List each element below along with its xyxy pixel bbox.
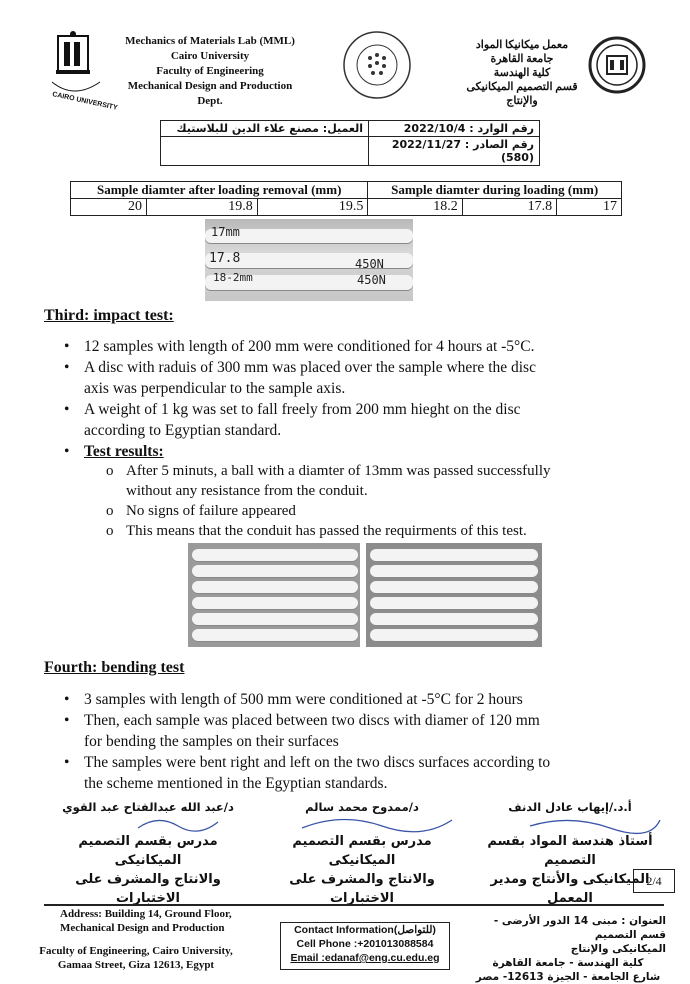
result-line: This means that the conduit has passed the requirments of this test. — [126, 523, 527, 539]
signature-block — [262, 800, 462, 908]
outgoing-number-value: 2022/11/27 (580) — [391, 138, 534, 164]
bullet-line: axis was perpendicular to the sample axis. — [84, 380, 346, 397]
bullet-dot: • — [64, 443, 70, 460]
impact-samples-photo-left — [188, 543, 360, 647]
bullet-line: The samples were bent right and left on the two discs surfaces according to — [84, 754, 551, 771]
bullet-line: the scheme mentioned in the Egyptian standards. — [84, 775, 388, 792]
header-ar-line: جامعة القاهرة — [490, 53, 554, 65]
signatory-role: مدرس بقسم التصميم الميكانيكى — [292, 834, 432, 868]
signatory-name: د/ممدوح محمد سالم — [305, 800, 419, 814]
client-value: مصنع علاء الدين للبلاستيك — [176, 122, 319, 135]
result-item — [106, 461, 596, 501]
bullet-line: 3 samples with length of 500 mm were conditioned at -5°C for 2 hours — [84, 691, 523, 708]
signatory-role: والانتاج والمشرف على الاختبارات — [75, 872, 221, 906]
signature-block — [48, 800, 248, 908]
header-ar-line: قسم التصميم الميكانيكى — [466, 81, 578, 93]
bullet-dot: • — [64, 338, 70, 355]
handwritten-signature — [470, 814, 670, 832]
address-line: Mechanical Design and Production — [60, 922, 225, 934]
handwritten-signature — [262, 814, 462, 832]
outgoing-number-cell — [369, 137, 540, 166]
cairo-university-logo-text: CAIRO UNIVERSITY — [51, 91, 119, 112]
header-english — [112, 34, 308, 109]
handwritten-signature — [48, 814, 248, 832]
third-bullet — [64, 357, 584, 399]
result-item — [106, 521, 596, 541]
bullet-line: A disc with raduis of 300 mm was placed over the sample where the disc — [84, 359, 536, 376]
bullet-line: A weight of 1 kg was set to fall freely from 200 mm hieght on the disc — [84, 401, 521, 418]
mml-lab-seal — [342, 30, 412, 100]
header-after-loading: Sample diamter after loading removal (mm) — [71, 182, 368, 199]
photo-label: 18-2mm — [213, 271, 253, 284]
result-item — [106, 501, 596, 521]
bullet-line: for bending the samples on their surfaces — [84, 733, 339, 750]
diameter-value: 19.8 — [147, 199, 258, 216]
contact-email[interactable]: Email :edanaf@eng.cu.edu.eg — [290, 952, 440, 964]
diameter-value: 17.8 — [462, 199, 556, 216]
result-line: without any resistance from the conduit. — [126, 483, 368, 499]
empty-cell — [161, 137, 369, 166]
contact-phone: Cell Phone :+201013088584 — [296, 938, 434, 950]
header-en-line: Mechanics of Materials Lab (MML) — [125, 35, 295, 47]
third-section-title: Third: impact test: — [44, 307, 174, 324]
bullet-dot: • — [64, 712, 70, 729]
contact-information-box — [280, 922, 450, 970]
address-line: Faculty of Engineering, Cairo University, — [39, 945, 233, 957]
incoming-number-cell — [369, 121, 540, 137]
photo-label: 17mm — [211, 225, 240, 239]
result-line: After 5 minuts, a ball with a diamter of 13mm was passed successfully — [126, 463, 551, 479]
fourth-bullet — [64, 752, 594, 794]
photo-label: 450N — [357, 273, 386, 287]
footer-address-en-bottom — [24, 944, 248, 972]
fourth-section-title: Fourth: bending test — [44, 659, 185, 676]
address-line: Address: Building 14, Ground Floor, — [60, 908, 232, 920]
header-arabic — [462, 38, 582, 108]
client-label: العميل: — [322, 122, 363, 135]
fourth-bullet — [64, 689, 594, 710]
third-bullet — [64, 336, 584, 357]
header-en-line: Faculty of Engineering — [156, 65, 264, 77]
test-results-bullet — [64, 441, 164, 462]
incoming-number-label: رقم الوارد : — [469, 122, 534, 135]
address-line: Gamaa Street, Giza 12613, Egypt — [57, 959, 215, 971]
sub-bullet: o — [106, 503, 114, 519]
diameter-value: 18.2 — [368, 199, 462, 216]
bullet-dot: • — [64, 691, 70, 708]
bullet-line: Then, each sample was placed between two discs with diamer of 120 mm — [84, 712, 540, 729]
bullet-dot: • — [64, 359, 70, 376]
outgoing-number-label: رقم الصادر : — [464, 138, 534, 151]
incoming-number-value: 2022/10/4 — [403, 122, 466, 135]
measured-samples-photo — [205, 219, 413, 301]
signatory-role: أستاذ هندسة المواد بقسم التصميم — [487, 834, 653, 868]
reference-table — [160, 120, 540, 166]
address-line: الميكانيكى والإنتاج — [570, 943, 666, 955]
photo-label: 450N — [355, 257, 384, 271]
test-results-title: Test results: — [84, 443, 164, 460]
header-en-line: Dept. — [197, 95, 223, 107]
signatory-role: الميكانيكى والأنتاج ومدير المعمل — [490, 872, 650, 906]
header-during-loading: Sample diamter during loading (mm) — [368, 182, 622, 199]
footer-divider — [44, 904, 664, 906]
signatory-name: أ.د./إيهاب عادل الدنف — [508, 800, 632, 814]
bullet-dot: • — [64, 754, 70, 771]
page-number: 2/4 — [633, 869, 675, 893]
signatory-name: د/عبد الله عبدالفتاح عبد القوي — [62, 800, 234, 814]
contact-line: Contact Information(للتواصل) — [294, 924, 436, 936]
diameter-table — [70, 181, 622, 216]
diameter-value: 17 — [557, 199, 622, 216]
diameter-value: 19.5 — [257, 199, 368, 216]
cairo-university-logo — [50, 30, 119, 112]
bullet-line: according to Egyptian standard. — [84, 422, 282, 439]
engineering-faculty-logo — [588, 36, 646, 94]
impact-samples-photo-right — [366, 543, 542, 647]
result-line: No signs of failure appeared — [126, 503, 296, 519]
header-ar-line: كلية الهندسة — [493, 67, 551, 79]
footer-address-en — [60, 907, 270, 935]
bullet-dot: • — [64, 401, 70, 418]
footer-address-ar — [470, 914, 666, 984]
sub-bullet: o — [106, 463, 114, 479]
signatory-role: والانتاج والمشرف على الاختبارات — [289, 872, 435, 906]
third-bullet — [64, 399, 584, 441]
bullet-line: 12 samples with length of 200 mm were conditioned for 4 hours at -5°C. — [84, 338, 535, 355]
header-en-line: Mechanical Design and Production — [127, 80, 293, 92]
header-en-line: Cairo University — [170, 50, 250, 62]
fourth-bullet — [64, 710, 594, 752]
header-ar-line: والإنتاج — [506, 95, 538, 107]
sub-bullet: o — [106, 523, 114, 539]
signatory-role: مدرس بقسم التصميم الميكانيكى — [78, 834, 218, 868]
photo-label: 17.8 — [209, 251, 241, 266]
diameter-value: 20 — [71, 199, 147, 216]
address-line: العنوان : مبنى 14 الدور الأرضى - قسم التصميم — [493, 915, 666, 941]
header-ar-line: معمل ميكانيكا المواد — [475, 39, 569, 51]
address-line: كلية الهندسة - جامعة القاهرة — [492, 957, 644, 969]
client-cell — [161, 121, 369, 137]
address-line: شارع الجامعة - الجيزة 12613- مصر — [475, 971, 661, 983]
